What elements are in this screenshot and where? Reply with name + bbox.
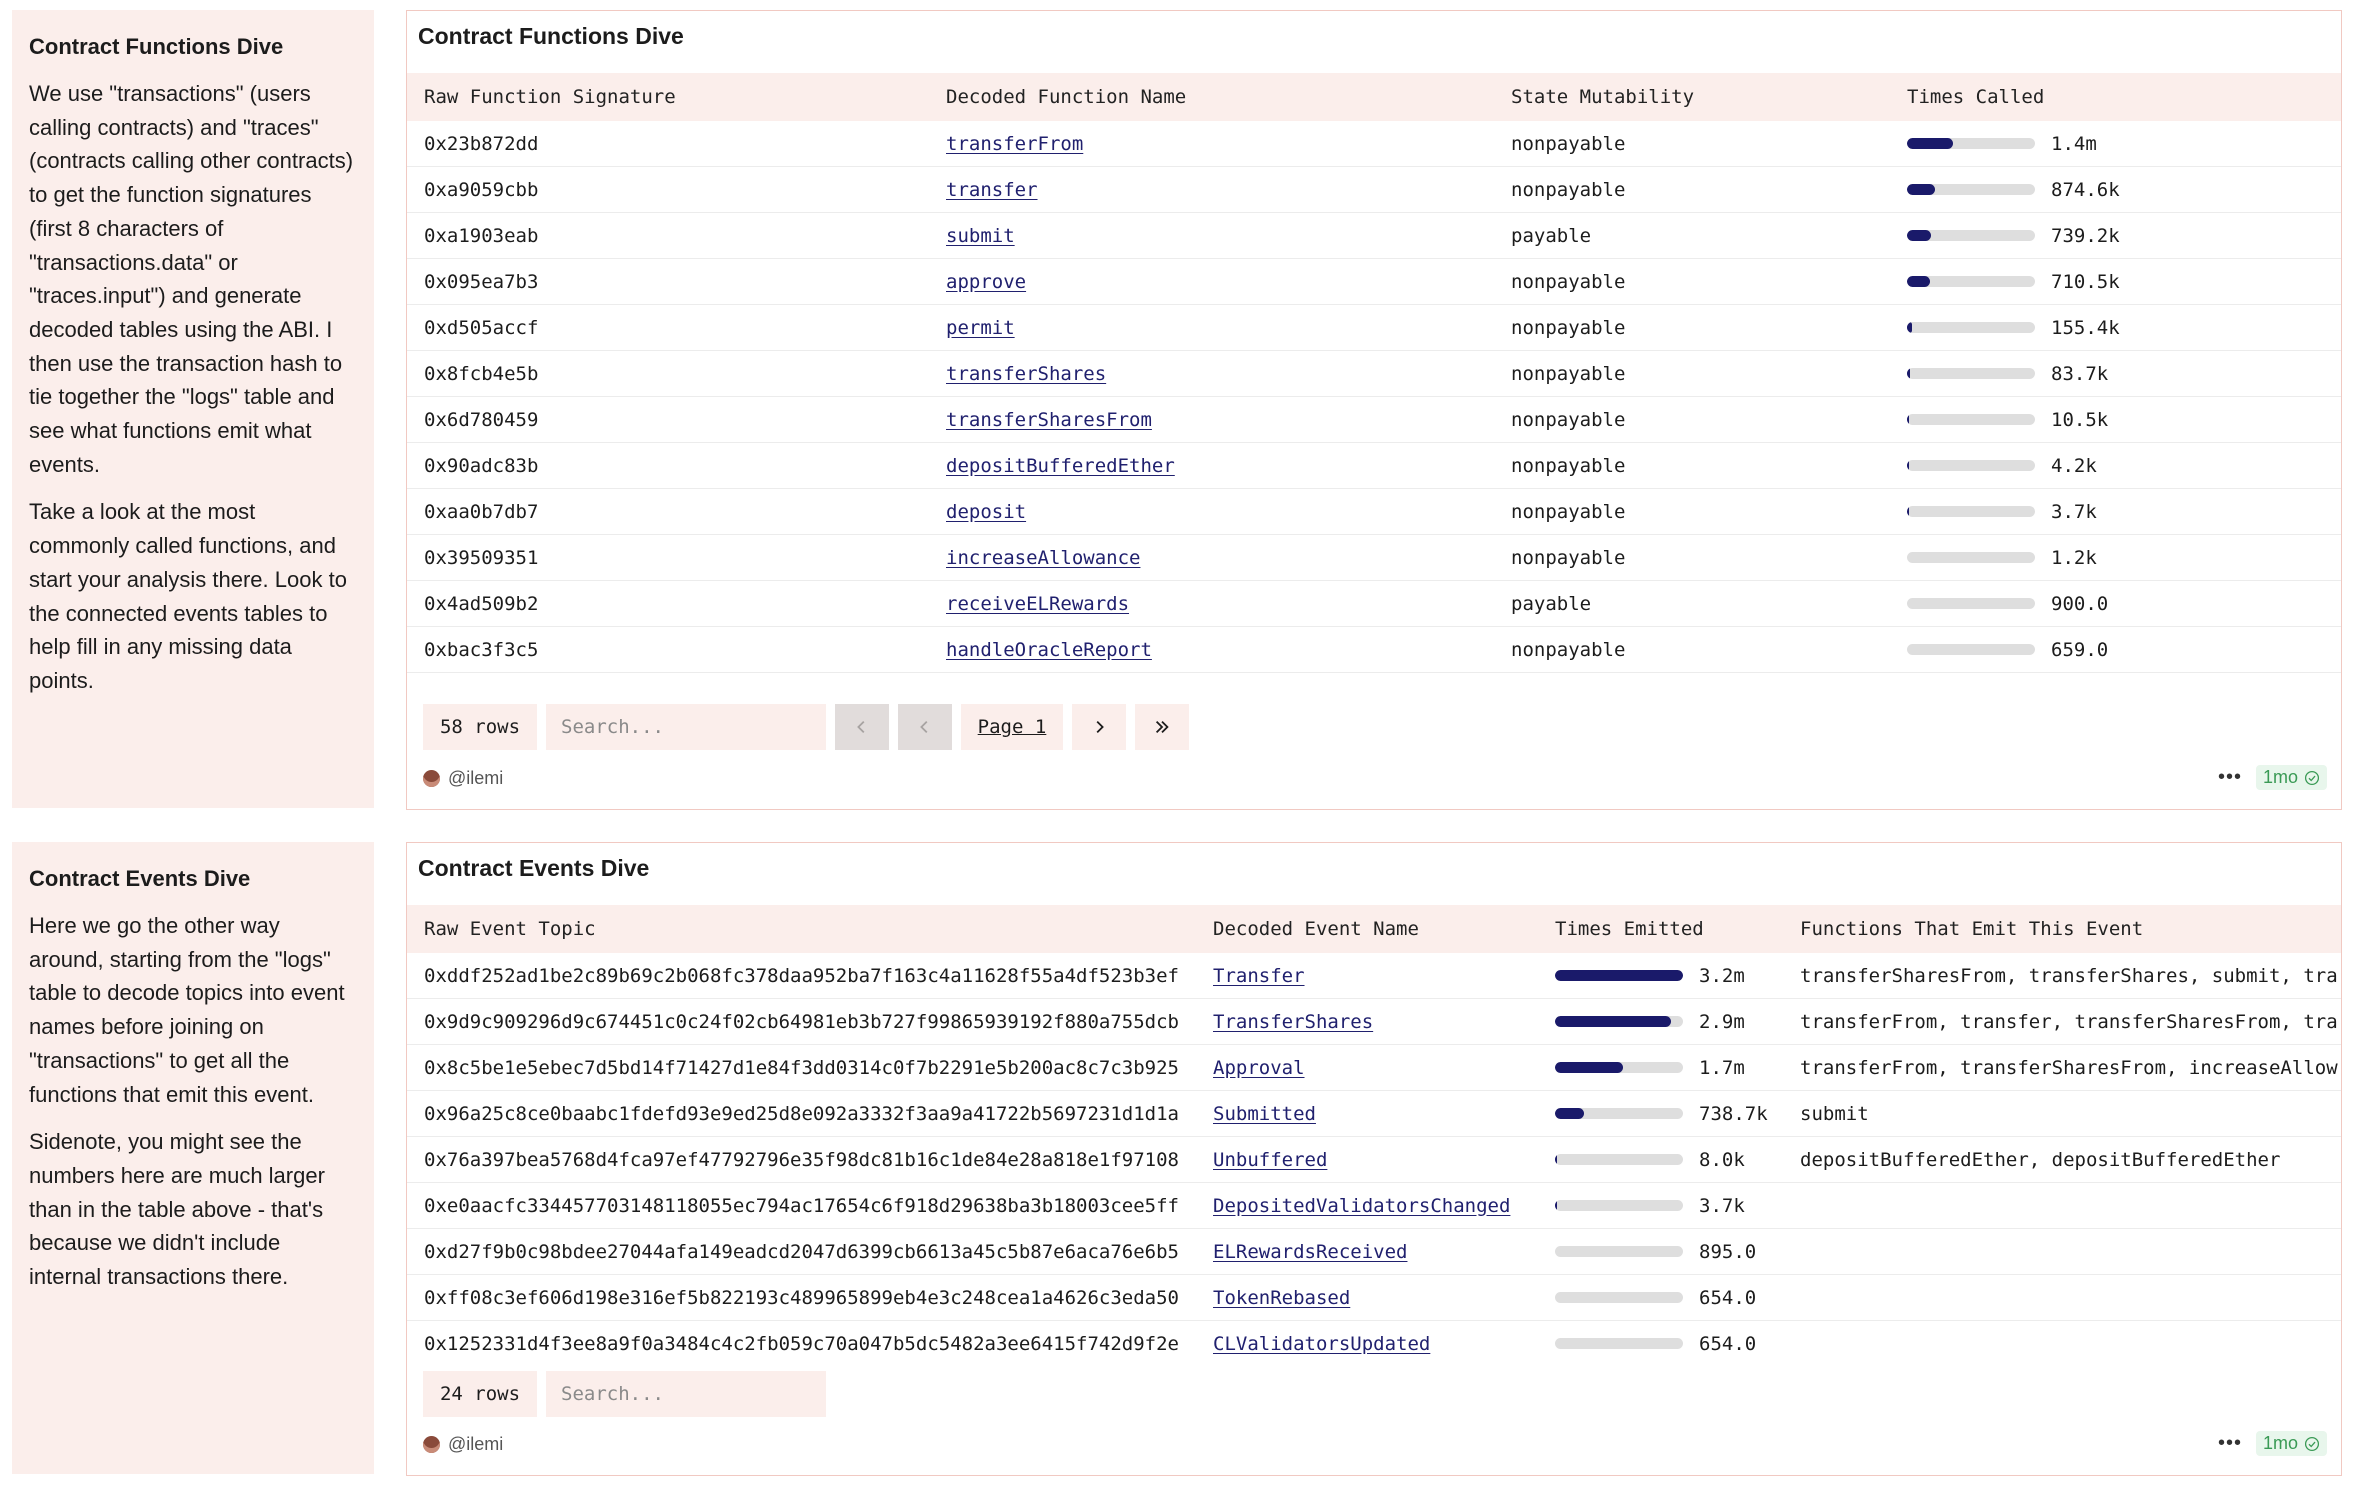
value-bar	[1907, 230, 2035, 241]
function-signature: 0x6d780459	[407, 397, 929, 443]
chevron-left-icon	[853, 718, 871, 736]
function-signature: 0x095ea7b3	[407, 259, 929, 305]
page-indicator[interactable]: Page 1	[961, 704, 1063, 750]
first-page-button[interactable]	[835, 704, 889, 750]
emitting-functions: depositBufferedEther, depositBufferedEther	[1783, 1137, 2341, 1183]
event-name-link[interactable]: CLValidatorsUpdated	[1213, 1332, 1431, 1355]
events-widget	[406, 842, 2342, 1476]
state-mutability: nonpayable	[1494, 351, 1890, 397]
value-bar	[1555, 1246, 1683, 1257]
functions-description-paragraph: Take a look at the most commonly called functions, and start your analysis there. Look to the connected events tables to help fill in any missing data points.	[29, 499, 347, 693]
function-name-link[interactable]: increaseAllowance	[946, 546, 1141, 569]
event-name-link[interactable]: Unbuffered	[1213, 1148, 1328, 1171]
table-row	[407, 627, 2341, 673]
state-mutability: nonpayable	[1494, 627, 1890, 673]
function-signature: 0x39509351	[407, 535, 929, 581]
times-called-value: 3.7k	[2051, 500, 2097, 523]
events-description-paragraph: Here we go the other way around, starting from the "logs" table to decode topics into event names before joining on "transactions" to get all the functions that emit this event.	[29, 913, 345, 1107]
emitting-functions	[1783, 1275, 2341, 1321]
function-name-link[interactable]: transfer	[946, 178, 1038, 201]
value-bar	[1907, 414, 2035, 425]
function-signature: 0xa1903eab	[407, 213, 929, 259]
table-row	[407, 1321, 2341, 1356]
function-signature: 0xd505accf	[407, 305, 929, 351]
times-called-value: 900.0	[2051, 592, 2109, 615]
function-name-link[interactable]: handleOracleReport	[946, 638, 1152, 661]
table-row	[407, 953, 2341, 999]
times-called-value: 874.6k	[2051, 178, 2120, 201]
value-bar	[1907, 368, 2035, 379]
events-description-paragraph: Sidenote, you might see the numbers here are much larger than in the table above - that's because we didn't include internal transactions there.	[29, 1129, 325, 1290]
column-header[interactable]: State Mutability	[1494, 73, 1890, 121]
events-table	[407, 905, 2341, 1355]
freshness-label: 1mo	[2262, 1433, 2298, 1453]
state-mutability: nonpayable	[1494, 489, 1890, 535]
function-name-link[interactable]: receiveELRewards	[946, 592, 1130, 615]
table-header-row	[407, 73, 2341, 121]
event-name-link[interactable]: Submitted	[1213, 1102, 1316, 1125]
event-topic: 0xd27f9b0c98bdee27044afa149eadcd2047d6399cb6613a45c5b87e6aca76e6b5	[407, 1229, 1196, 1275]
functions-table	[407, 73, 2341, 673]
more-options-icon[interactable]: •••	[2217, 1432, 2242, 1454]
value-bar	[1907, 138, 2035, 149]
table-row	[407, 305, 2341, 351]
events-description-panel	[12, 842, 374, 1474]
avatar	[423, 1436, 440, 1453]
row-count: 24 rows	[423, 1371, 537, 1417]
column-header[interactable]: Decoded Function Name	[929, 73, 1494, 121]
column-header[interactable]: Times Called	[1890, 73, 2341, 121]
times-called-value: 739.2k	[2051, 224, 2120, 247]
state-mutability: payable	[1494, 213, 1890, 259]
event-topic: 0x9d9c909296d9c674451c0c24f02cb64981eb3b727f99865939192f880a755dcb	[407, 999, 1196, 1045]
table-row	[407, 351, 2341, 397]
table-header-row	[407, 905, 2341, 953]
more-options-icon[interactable]: •••	[2217, 766, 2242, 788]
table-row	[407, 1183, 2341, 1229]
avatar	[423, 770, 440, 787]
function-name-link[interactable]: transferSharesFrom	[946, 408, 1152, 431]
value-bar	[1555, 1108, 1683, 1119]
event-topic: 0xe0aacfc334457703148118055ec794ac17654c6f918d29638ba3b18003cee5ff	[407, 1183, 1196, 1229]
column-header[interactable]: Raw Event Topic	[407, 905, 1196, 953]
functions-widget-title: Contract Functions Dive	[418, 23, 684, 49]
author-byline[interactable]	[423, 1434, 503, 1455]
function-name-link[interactable]: depositBufferedEther	[946, 454, 1175, 477]
events-widget-title: Contract Events Dive	[418, 855, 650, 881]
events-table-viewport[interactable]	[407, 905, 2341, 1355]
author-byline[interactable]	[423, 768, 503, 789]
value-bar	[1907, 276, 2035, 287]
value-bar	[1555, 1292, 1683, 1303]
event-topic: 0xddf252ad1be2c89b69c2b068fc378daa952ba7f163c4a11628f55a4df523b3ef	[407, 953, 1196, 999]
value-bar-fill	[1907, 184, 1935, 195]
value-bar	[1907, 644, 2035, 655]
times-called-value: 83.7k	[2051, 362, 2109, 385]
column-header[interactable]: Times Emitted	[1538, 905, 1783, 953]
freshness-badge	[2256, 765, 2327, 790]
value-bar-fill	[1555, 1108, 1584, 1119]
event-name-link[interactable]: TransferShares	[1213, 1010, 1374, 1033]
function-signature: 0x4ad509b2	[407, 581, 929, 627]
emitting-functions: submit	[1783, 1091, 2341, 1137]
table-row	[407, 535, 2341, 581]
table-row	[407, 1091, 2341, 1137]
last-page-button[interactable]	[1135, 704, 1189, 750]
table-row	[407, 213, 2341, 259]
value-bar-fill	[1555, 1062, 1623, 1073]
times-emitted-value: 8.0k	[1699, 1148, 1745, 1171]
event-topic: 0x8c5be1e5ebec7d5bd14f71427d1e84f3dd0314c0f7b2291e5b200ac8c7c3b925	[407, 1045, 1196, 1091]
value-bar	[1555, 1200, 1683, 1211]
events-table-controls	[423, 1371, 835, 1417]
event-topic: 0x1252331d4f3ee8a9f0a3484c4c2fb059c70a047b5dc5482a3ee6415f742d9f2e	[407, 1321, 1196, 1356]
function-name-link[interactable]: approve	[946, 270, 1027, 293]
times-called-value: 659.0	[2051, 638, 2109, 661]
search-input[interactable]: Search...	[546, 704, 826, 750]
times-emitted-value: 738.7k	[1699, 1102, 1768, 1125]
times-emitted-value: 2.9m	[1699, 1010, 1745, 1033]
times-called-value: 10.5k	[2051, 408, 2109, 431]
state-mutability: nonpayable	[1494, 305, 1890, 351]
emitting-functions: transferFrom, transferSharesFrom, increaseAllow	[1783, 1045, 2341, 1091]
column-header[interactable]: Functions That Emit This Event	[1783, 905, 2341, 953]
check-circle-icon	[2304, 770, 2320, 786]
event-topic: 0x76a397bea5768d4fca97ef47792796e35f98dc81b16c1de84e28a818e1f97108	[407, 1137, 1196, 1183]
event-name-link[interactable]: Transfer	[1213, 964, 1305, 987]
freshness-badge	[2256, 1431, 2327, 1456]
value-bar	[1907, 552, 2035, 563]
emitting-functions	[1783, 1183, 2341, 1229]
value-bar-fill	[1907, 276, 1930, 287]
value-bar	[1907, 322, 2035, 333]
table-row	[407, 581, 2341, 627]
emitting-functions: transferSharesFrom, transferShares, submit, tra	[1783, 953, 2341, 999]
value-bar	[1907, 506, 2035, 517]
row-count: 58 rows	[423, 704, 537, 750]
value-bar-fill	[1907, 230, 1931, 241]
next-page-button[interactable]	[1072, 704, 1126, 750]
table-row	[407, 1045, 2341, 1091]
table-row	[407, 999, 2341, 1045]
event-topic: 0x96a25c8ce0baabc1fdefd93e9ed25d8e092a3332f3aa9a41722b5697231d1d1a	[407, 1091, 1196, 1137]
check-circle-icon	[2304, 1436, 2320, 1452]
emitting-functions	[1783, 1229, 2341, 1275]
value-bar-fill	[1555, 1200, 1557, 1211]
times-emitted-value: 654.0	[1699, 1286, 1757, 1309]
event-name-link[interactable]: Approval	[1213, 1056, 1305, 1079]
table-row	[407, 1275, 2341, 1321]
value-bar	[1555, 1016, 1683, 1027]
value-bar-fill	[1555, 970, 1683, 981]
value-bar-fill	[1907, 138, 1953, 149]
value-bar-fill	[1555, 1016, 1671, 1027]
function-signature: 0xbac3f3c5	[407, 627, 929, 673]
state-mutability: payable	[1494, 581, 1890, 627]
state-mutability: nonpayable	[1494, 443, 1890, 489]
table-row	[407, 443, 2341, 489]
value-bar-fill	[1907, 368, 1910, 379]
value-bar	[1555, 1154, 1683, 1165]
event-name-link[interactable]: ELRewardsReceived	[1213, 1240, 1408, 1263]
function-signature: 0xaa0b7db7	[407, 489, 929, 535]
double-chevron-right-icon	[1153, 718, 1171, 736]
functions-description-title: Contract Functions Dive	[29, 34, 284, 59]
table-row	[407, 167, 2341, 213]
events-description-title: Contract Events Dive	[29, 866, 251, 891]
functions-table-controls	[423, 704, 1198, 750]
state-mutability: nonpayable	[1494, 535, 1890, 581]
times-emitted-value: 3.7k	[1699, 1194, 1745, 1217]
table-row	[407, 397, 2341, 443]
value-bar	[1555, 1338, 1683, 1349]
value-bar	[1555, 970, 1683, 981]
chevron-left-icon	[916, 718, 934, 736]
event-name-link[interactable]: DepositedValidatorsChanged	[1213, 1194, 1511, 1217]
state-mutability: nonpayable	[1494, 397, 1890, 443]
value-bar-fill	[1907, 322, 1912, 333]
table-row	[407, 121, 2341, 167]
value-bar	[1907, 460, 2035, 471]
column-header[interactable]: Decoded Event Name	[1196, 905, 1538, 953]
function-name-link[interactable]: transferFrom	[946, 132, 1084, 155]
function-signature: 0x8fcb4e5b	[407, 351, 929, 397]
value-bar-fill	[1907, 460, 1909, 471]
function-signature: 0x90adc83b	[407, 443, 929, 489]
previous-page-button[interactable]	[898, 704, 952, 750]
function-name-link[interactable]: submit	[946, 224, 1015, 247]
times-called-value: 4.2k	[2051, 454, 2097, 477]
value-bar-fill	[1907, 506, 1909, 517]
times-emitted-value: 895.0	[1699, 1240, 1757, 1263]
function-signature: 0xa9059cbb	[407, 167, 929, 213]
widget-meta	[2218, 765, 2327, 790]
state-mutability: nonpayable	[1494, 259, 1890, 305]
value-bar	[1907, 598, 2035, 609]
emitting-functions	[1783, 1321, 2341, 1356]
function-name-link[interactable]: transferShares	[946, 362, 1107, 385]
author-name: @ilemi	[448, 1434, 504, 1454]
function-signature: 0x23b872dd	[407, 121, 929, 167]
state-mutability: nonpayable	[1494, 167, 1890, 213]
search-input[interactable]: Search...	[546, 1371, 826, 1417]
value-bar	[1555, 1062, 1683, 1073]
times-called-value: 710.5k	[2051, 270, 2120, 293]
function-name-link[interactable]: permit	[946, 316, 1015, 339]
times-called-value: 155.4k	[2051, 316, 2120, 339]
table-row	[407, 1137, 2341, 1183]
table-row	[407, 489, 2341, 535]
event-name-link[interactable]: TokenRebased	[1213, 1286, 1351, 1309]
value-bar	[1907, 184, 2035, 195]
value-bar-fill	[1907, 414, 1909, 425]
functions-description-panel	[12, 10, 374, 808]
freshness-label: 1mo	[2262, 767, 2298, 787]
functions-description-paragraph: We use "transactions" (users calling contracts) and "traces" (contracts calling other contracts) to get the function signatures (first 8 characters of "transactions.data" or "traces.input") and generate decoded tables using the ABI. I then use the transaction hash to tie together the "logs" table and see what functions emit what events.	[29, 81, 354, 477]
table-row	[407, 1229, 2341, 1275]
times-called-value: 1.4m	[2051, 132, 2097, 155]
times-emitted-value: 654.0	[1699, 1332, 1757, 1355]
times-called-value: 1.2k	[2051, 546, 2097, 569]
times-emitted-value: 3.2m	[1699, 964, 1745, 987]
column-header[interactable]: Raw Function Signature	[407, 73, 929, 121]
emitting-functions: transferFrom, transfer, transferSharesFrom, tra	[1783, 999, 2341, 1045]
value-bar-fill	[1555, 1154, 1557, 1165]
author-name: @ilemi	[448, 768, 504, 788]
functions-widget	[406, 10, 2342, 810]
event-topic: 0xff08c3ef606d198e316ef5b822193c489965899eb4e3c248cea1a4626c3eda50	[407, 1275, 1196, 1321]
function-name-link[interactable]: deposit	[946, 500, 1027, 523]
table-row	[407, 259, 2341, 305]
state-mutability: nonpayable	[1494, 121, 1890, 167]
chevron-right-icon	[1090, 718, 1108, 736]
times-emitted-value: 1.7m	[1699, 1056, 1745, 1079]
widget-meta	[2218, 1431, 2327, 1456]
